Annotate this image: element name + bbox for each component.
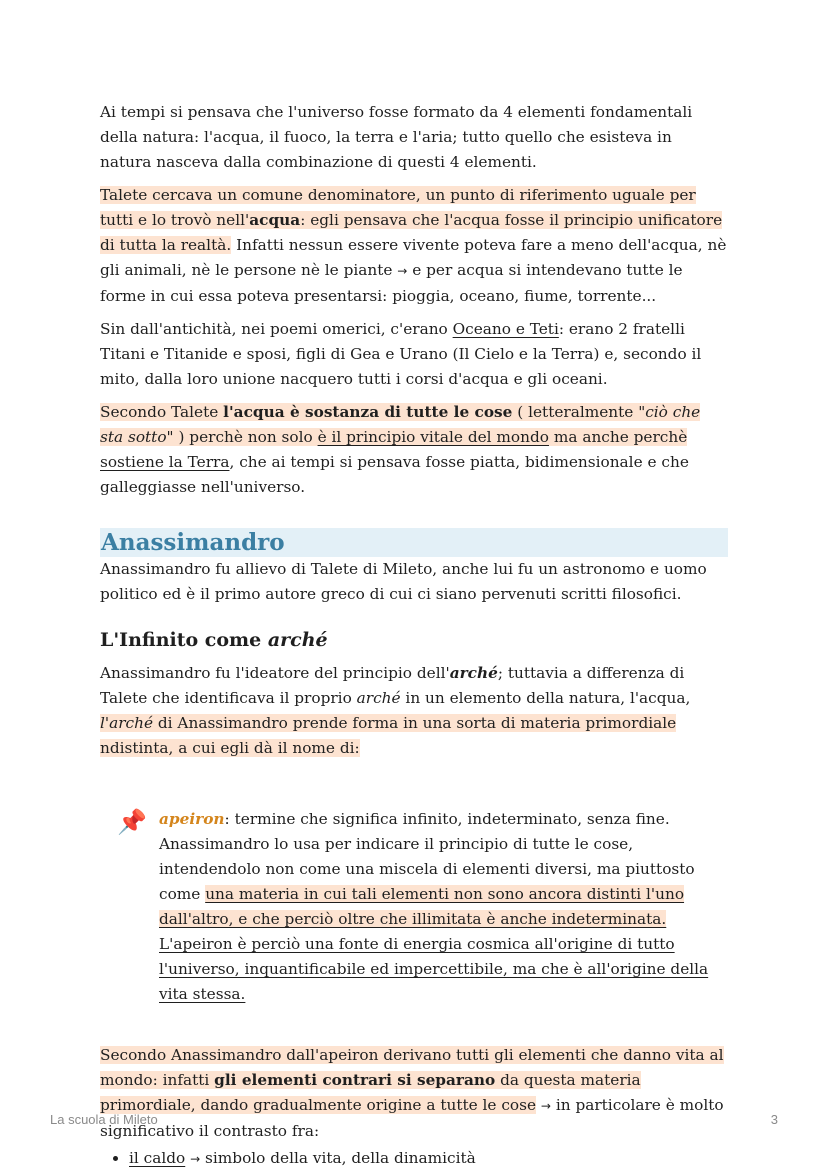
paragraph-arche: Anassimandro fu l'ideatore del principio dell'arché; tuttavia a differenza di Talete che identificava il proprio arché in un elemento della natura, l'acqua, l'arché di Anassimandro prende forma in una sorta di materia primordiale ndistinta, a cui egli dà il nome di: (100, 664, 691, 757)
underlined-term: Oceano e Teti (452, 320, 559, 338)
paragraph-contrari: Secondo Anassimandro dall'apeiron derivano tutti gli elementi che danno vita al mondo: infatti gli elementi contrari si separano da questa materia primordiale, dando gradualmente origine a tutte le cose → in particolare è molto significativo il contrasto fra: (100, 1046, 724, 1140)
arrow-icon: → (540, 1099, 551, 1113)
paragraph-elements: Ai tempi si pensava che l'universo fosse formato da 4 elementi fondamentali della natura: l'acqua, il fuoco, la terra e l'aria; tutto quello che esisteva in natura nasceva dalla combinazione di questi 4 elementi. (100, 103, 693, 171)
paragraph-sostanza: Secondo Talete l'acqua è sostanza di tutte le cose ( letteralmente "ciò che sta sotto" ) perchè non solo è il principio vitale del mondo ma anche perchè sostiene la Terra, che ai tempi si pensava fosse piatta, bidimensionale e che galleggiasse nell'universo. (100, 403, 701, 496)
paragraph-anassimandro-intro: Anassimandro fu allievo di Talete di Mileto, anche lui fu un astronomo e uomo politico ed è il primo autore greco di cui ci siano pervenuti scritti filosofici. (100, 560, 707, 603)
paragraph-oceano-teti: Sin dall'antichità, nei poemi omerici, c'erano Oceano e Teti: erano 2 fratelli Titani e Titanide e sposi, figli di Gea e Urano (Il Cielo e la Terra) e, secondo il mito, dalla loro unione nacquero tutti i corsi d'acqua e gli oceani. (100, 320, 702, 388)
bold-term: acqua (249, 211, 301, 229)
arrow-icon: → (397, 264, 408, 278)
underlined-term: sostiene la Terra (100, 453, 230, 471)
paragraph-talete: Talete cercava un comune denominatore, un punto di riferimento uguale per tutti e lo trovò nell'acqua: egli pensava che l'acqua fosse il principio unificatore di tutta la realtà. Infatti nessun essere vivente poteva fare a meno dell'acqua, nè gli animali, nè le persone nè le piante → e per acqua si intendevano tutte le forme in cui essa poteva presentarsi: pioggia, oceano, fiume, torrente... (100, 186, 727, 305)
callout-text: apeiron: termine che significa infinito, indeterminato, senza fine. Anassimandro lo usa per indicare il principio di tutte le cose, intendendolo non come una miscela di elementi diversi, ma piuttosto come una materia in cui tali elementi non sono ancora distinti l'uno dall'altro, e che perciò oltre che illimitata è anche indeterminata. L'apeiron è perciò una fonte di energia cosmica all'origine di tutto l'universo, inquantificabile ed impercettibile, ma che è all'origine della vita stessa. (159, 810, 709, 1003)
arrow-icon: → (190, 1152, 201, 1166)
highlight: Talete cercava un comune denominatore, un punto di riferimento uguale per tutti e lo trovò nell'acqua: egli pensava che l'acqua fosse il principio unificatore di tutta la realtà. (100, 186, 723, 254)
section-heading: Anassimandro (100, 528, 728, 557)
page-content (100, 100, 728, 1172)
apeiron-term: apeiron (159, 810, 225, 828)
footer-title: La scuola di Mileto (50, 1112, 158, 1127)
highlight: Secondo Anassimandro dall'apeiron derivano tutti gli elementi che danno vita al mondo: infatti gli elementi contrari si separano da questa materia primordiale, dando gradualmente origine a tutte le cose (100, 1046, 724, 1114)
list-item: • il caldo → simbolo della vita, della dinamicità (129, 1146, 728, 1172)
pushpin-icon: 📌 (117, 808, 147, 836)
highlight: Secondo Talete l'acqua è sostanza di tutte le cose ( letteralmente "ciò che sta sotto" ) perchè non solo è il principio vitale del mondo ma anche perchè (100, 403, 701, 446)
subheading: L'Infinito come arché (100, 629, 328, 651)
contrast-list (100, 1146, 728, 1172)
page-number: 3 (770, 1112, 778, 1127)
highlight: l'arché di Anassimandro prende forma in una sorta di materia primordiale ndistinta, a cui egli dà il nome di: (100, 714, 677, 757)
highlight: una materia in cui tali elementi non sono ancora distinti l'uno dall'altro, e che perciò oltre che illimitata è anche indeterminata. (159, 885, 685, 928)
apeiron-callout (100, 807, 728, 1007)
